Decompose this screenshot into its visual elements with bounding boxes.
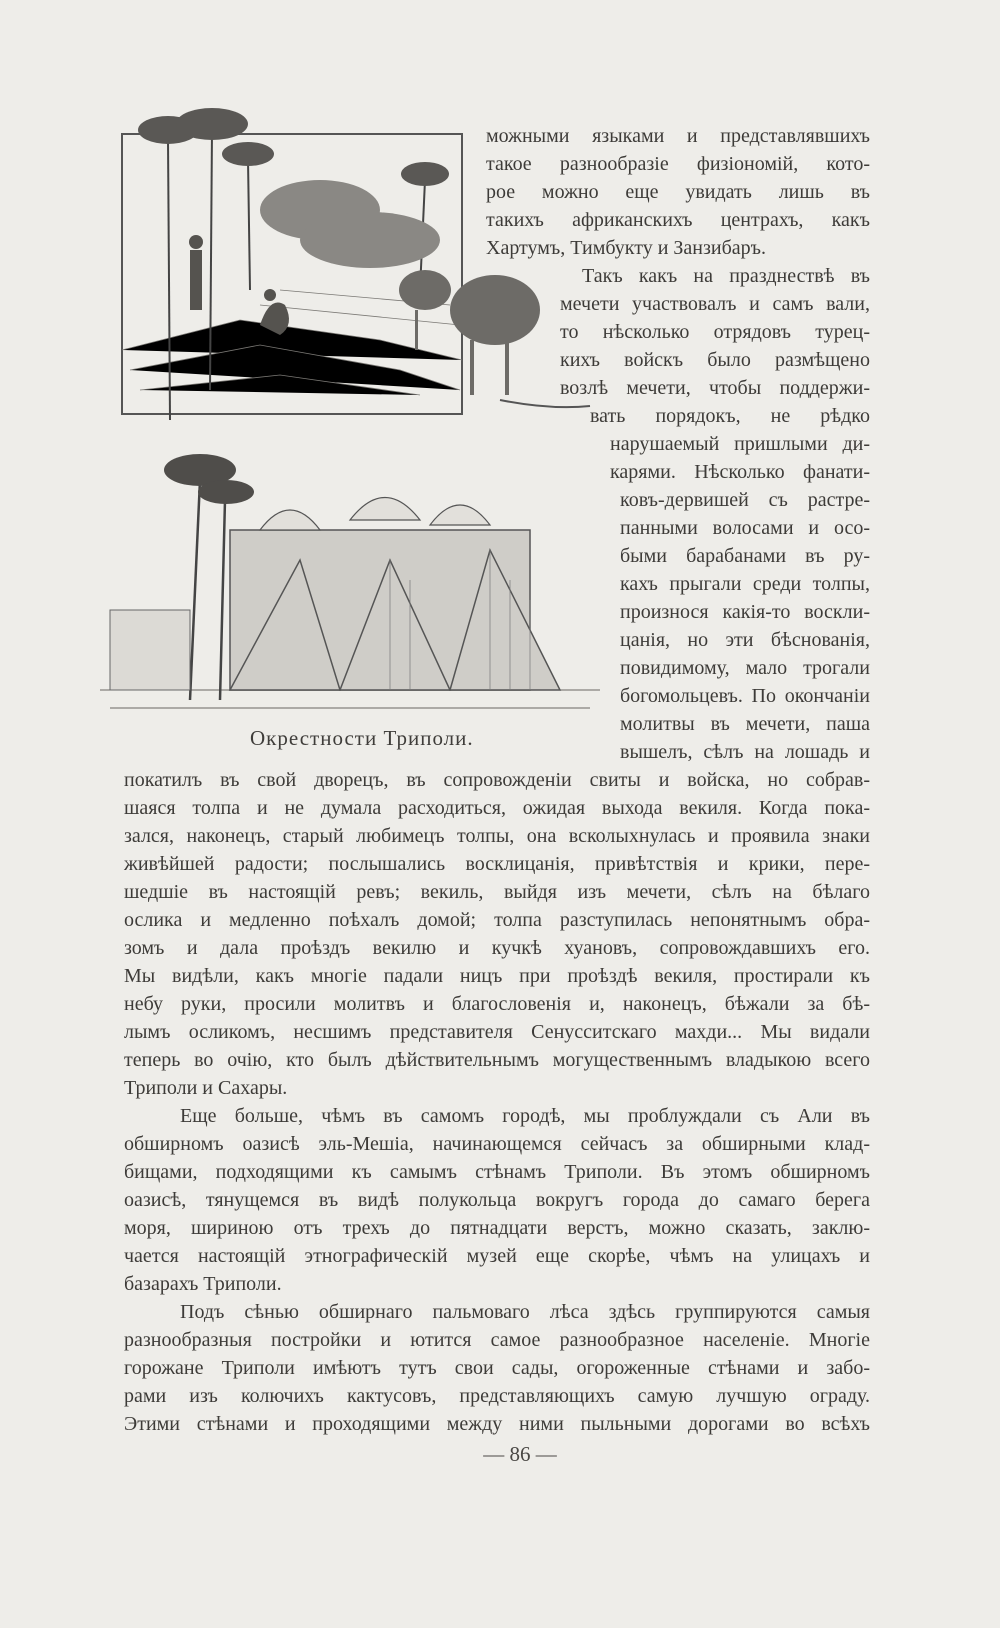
text-line: панными волосами и осо- (620, 517, 870, 539)
text-line: вышелъ, сѣлъ на лошадь и (620, 741, 870, 763)
text-line: кихъ войскъ было размѣщено (560, 349, 870, 371)
text-line: Этими стѣнами и проходящими между ними пыльными дорогами во всѣхъ (124, 1413, 870, 1435)
text-line: шаяся толпа и не думала расходиться, ожидая выхода векиля. Когда пока- (124, 797, 870, 819)
text-line: рами изъ колючихъ кактусовъ, представляющихъ самую лучшую ограду. (124, 1385, 870, 1407)
text-line: обширномъ оазисѣ эль-Мешіа, начинающемся сейчасъ за обширными клад- (124, 1133, 870, 1155)
text-line: карями. Нѣсколько фанати- (610, 461, 870, 483)
text-line: богомольцевъ. По окончаніи (620, 685, 870, 707)
text-line: повидимому, мало трогали (620, 657, 870, 679)
text-line: Хартумъ, Тимбукту и Занзибаръ. (486, 237, 766, 259)
text-line: горожане Триполи имѣютъ тутъ свои сады, огороженные стѣнами и забо- (124, 1357, 870, 1379)
text-line: зался, наконецъ, старый любимецъ толпы, она всколыхнулась и проявила знаки (124, 825, 870, 847)
text-line: ослика и медленно поѣхалъ домой; толпа разступилась непонятнымъ обра- (124, 909, 870, 931)
text-line: базарахъ Триполи. (124, 1273, 282, 1295)
text-line: зомъ и дала проѣздъ векилю и кучкѣ хуановъ, сопровождавшихъ его. (124, 937, 870, 959)
text-line: Такъ какъ на празднествѣ въ (582, 265, 870, 287)
text-line: покатилъ въ свой дворецъ, въ сопровожденіи свиты и войска, но собрав- (124, 769, 870, 791)
text-line: теперь во очію, кто былъ дѣйствительнымъ могущественнымъ владыкою всего (124, 1049, 870, 1071)
text-line: лымъ осликомъ, несшимъ представителя Сенусситскаго махди... Мы видали (124, 1021, 870, 1043)
text-line: оазисѣ, тянущемся въ видѣ полукольца вокругъ города до самаго берега (124, 1189, 870, 1211)
text-line: то нѣсколько отрядовъ турец- (560, 321, 870, 343)
text-line: возлѣ мечети, чтобы поддержи- (560, 377, 870, 399)
text-line: произнося какія-то воскли- (620, 601, 870, 623)
text-line: молитвы въ мечети, паша (620, 713, 870, 735)
text-line: ковъ-дервишей съ растре- (620, 489, 870, 511)
text-line: цанія, но эти бѣснованія, (620, 629, 870, 651)
text-line: Еще больше, чѣмъ въ самомъ городѣ, мы проблуждали съ Али въ (180, 1105, 870, 1127)
text-line: Подъ сѣнью обширнаго пальмоваго лѣса здѣсь группируются самыя (180, 1301, 870, 1323)
text-line: вать порядокъ, не рѣдко (590, 405, 870, 427)
text-line: небу руки, просили молитвъ и благословенія и, наконецъ, бѣжали за бѣ- (124, 993, 870, 1015)
buildings-illustration (90, 440, 610, 740)
text-line: моря, шириною отъ трехъ до пятнадцати верстъ, можно сказать, заклю- (124, 1217, 870, 1239)
text-line: чается настоящій этнографическій музей еще скорѣе, чѣмъ на улицахъ и (124, 1245, 870, 1267)
text-line: рое можно еще увидать лишь въ (486, 181, 870, 203)
page-number: — 86 — (483, 1442, 557, 1466)
text-line: быми барабанами въ ру- (620, 545, 870, 567)
text-line: Мы видѣли, какъ многіе падали ницъ при проѣздѣ векиля, простирали къ (124, 965, 870, 987)
text-line: живѣйшей радости; послышались восклицанія, привѣтствія и крики, пере- (124, 853, 870, 875)
text-line: бищами, подходящими къ самымъ стѣнамъ Триполи. Въ этомъ обширномъ (124, 1161, 870, 1183)
text-line: нарушаемый пришлыми ди- (610, 433, 870, 455)
text-line: такихъ африканскихъ центрахъ, какъ (486, 209, 870, 231)
text-line: такое разнообразіе физіономій, кото- (486, 153, 870, 175)
text-line: Триполи и Сахары. (124, 1077, 288, 1099)
text-line: кахъ прыгали среди толпы, (620, 573, 870, 595)
text-line: шедшіе въ настоящій ревъ; векиль, выйдя изъ мечети, сѣлъ на бѣлаго (124, 881, 870, 903)
text-line: мечети участвовалъ и самъ вали, (560, 293, 870, 315)
text-line: можными языками и представлявшихъ (486, 125, 870, 147)
figure-caption: Окрестности Триполи. (250, 726, 474, 750)
text-line: разнообразныя постройки и ютится самое разнообразное населеніе. Многіе (124, 1329, 870, 1351)
